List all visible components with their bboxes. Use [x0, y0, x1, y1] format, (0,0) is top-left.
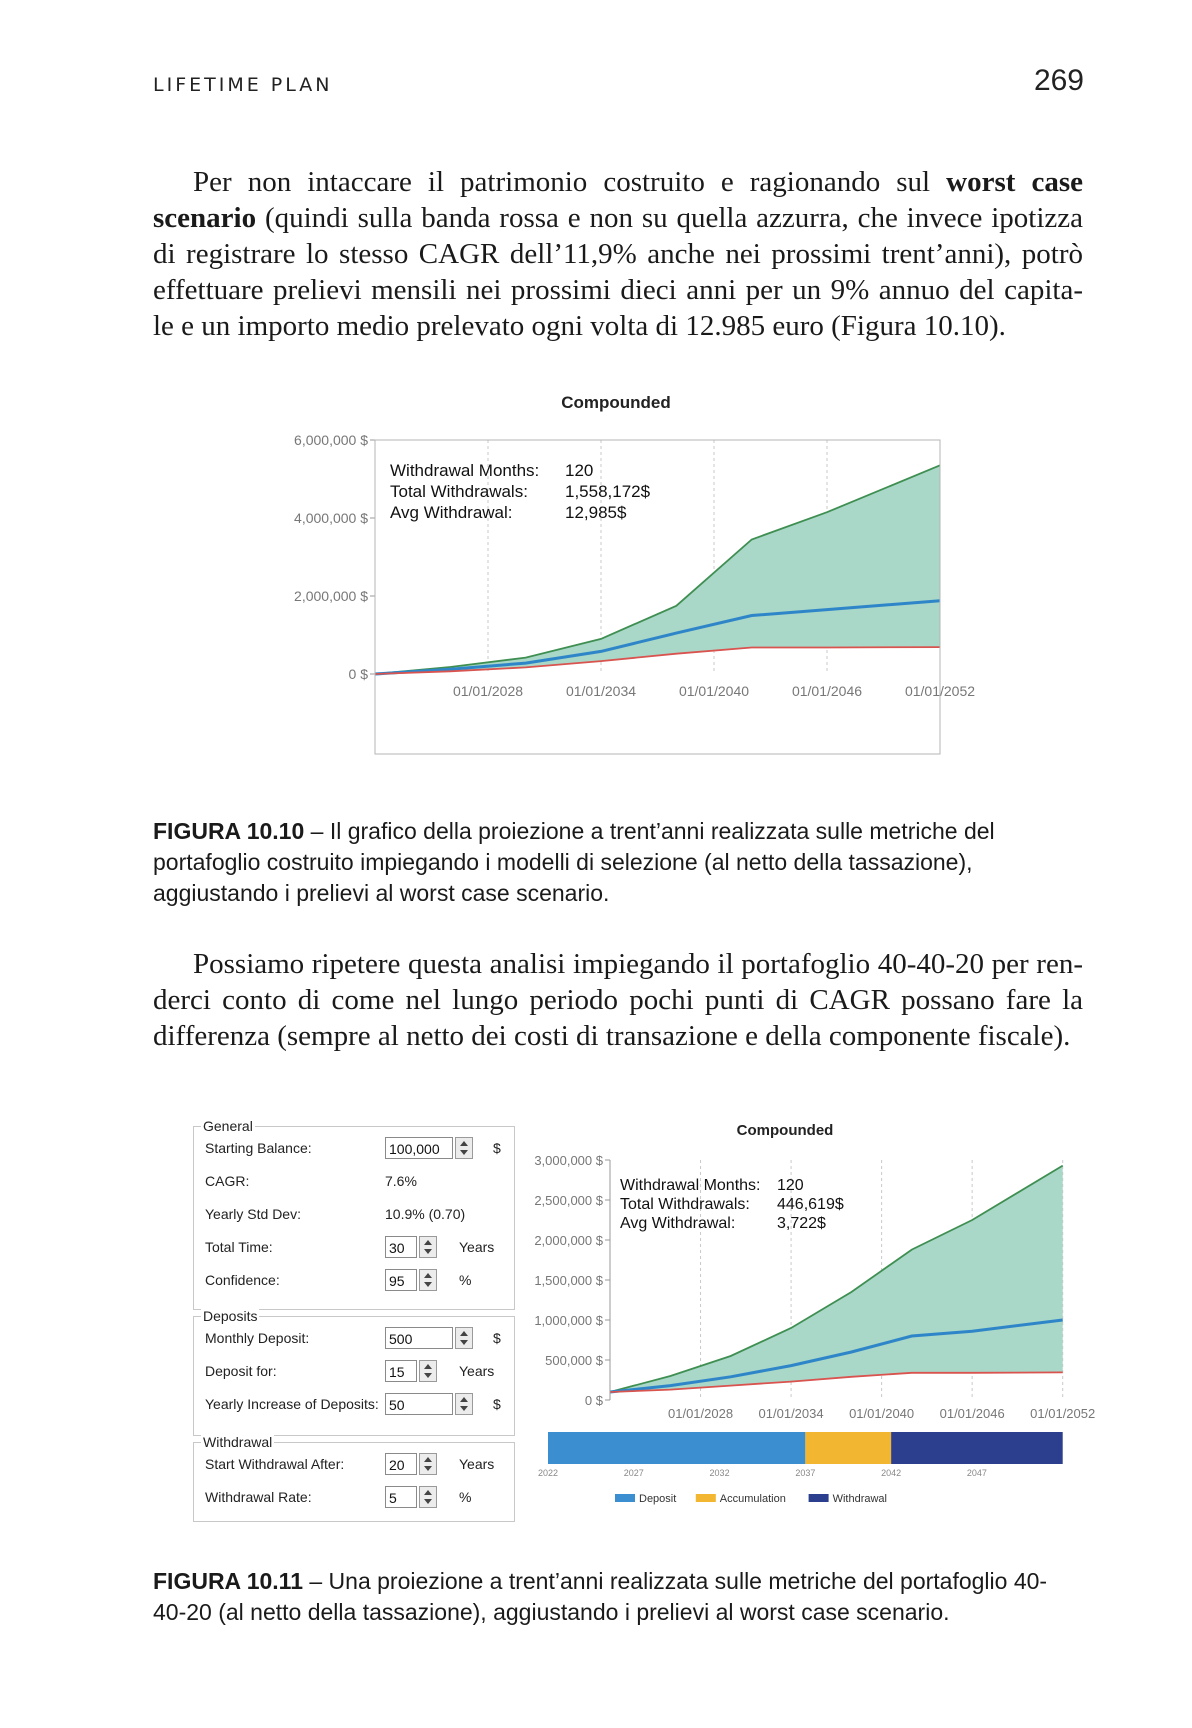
- chart2-annot-label-3: Avg Withdrawal:: [620, 1215, 736, 1232]
- chart1-annotation: [390, 461, 651, 522]
- c2-y-tick-label: 1,000,000 $: [534, 1313, 603, 1328]
- paragraph-2: [153, 946, 1083, 1054]
- chart1-annot-value-3: 12,985$: [565, 503, 627, 522]
- withdrawal-rate-unit: %: [459, 1489, 472, 1505]
- paragraph-1-line-2: scenario (quindi sulla banda rossa e non su quella azzurra, che invece ipotizza: [153, 202, 1083, 234]
- chart2-annot-label-1: Withdrawal Months:: [620, 1177, 761, 1194]
- withdrawal-rate-input[interactable]: 5: [385, 1486, 417, 1508]
- chart1-annot-label-1: Withdrawal Months:: [390, 461, 540, 480]
- monthly-deposit-spinner[interactable]: [455, 1327, 473, 1349]
- withdrawal-group: [193, 1442, 515, 1522]
- chart2-annot-value-1: 120: [777, 1177, 804, 1194]
- yearly-increase-unit: $: [493, 1396, 501, 1412]
- withdrawal-rate-label: Withdrawal Rate:: [205, 1489, 312, 1505]
- start-withdrawal-after-spinner[interactable]: [419, 1453, 437, 1475]
- figure-10-11-text: – Una proiezione a trent’anni realizzata sulle metriche del portafoglio 40-40-20 (al netto della tassazione), aggiustando i prelievi al worst case scenario.: [153, 1568, 1048, 1625]
- figure-10-11-label: FIGURA 10.11: [153, 1568, 303, 1594]
- timeline-segment-withdrawal: [891, 1432, 1063, 1464]
- chart1-annot-value-1: 120: [565, 461, 594, 480]
- legend-swatch-withdrawal: [809, 1494, 829, 1502]
- starting-balance-unit: $: [493, 1140, 501, 1156]
- c1-y-tick-label: 6,000,000 $: [294, 432, 368, 448]
- deposit-for-input[interactable]: 15: [385, 1360, 417, 1382]
- yearly-increase-input[interactable]: 50: [385, 1393, 453, 1415]
- yearly-increase-spinner[interactable]: [455, 1393, 473, 1415]
- c1-y-tick-label: 2,000,000 $: [294, 588, 368, 604]
- c2-x-tick-label: 01/01/2040: [849, 1406, 915, 1421]
- withdrawal-group-title: Withdrawal: [203, 1434, 273, 1450]
- figure-10-10-label: FIGURA 10.10: [153, 818, 305, 844]
- timeline-tick-label: 2022: [537, 1468, 559, 1478]
- paragraph-1-line-1: Per non intaccare il patrimonio costruito e ragionando sul worst case: [193, 166, 1083, 198]
- start-withdrawal-after-unit: Years: [459, 1456, 495, 1472]
- total-time-label: Total Time:: [205, 1239, 273, 1255]
- timeline-segment-deposit: [548, 1432, 805, 1464]
- starting-balance-spinner[interactable]: [455, 1137, 473, 1159]
- start-withdrawal-after-input[interactable]: 20: [385, 1453, 417, 1475]
- monthly-deposit-label: Monthly Deposit:: [205, 1330, 310, 1346]
- chart1-annot-label-2: Total Withdrawals:: [390, 482, 528, 501]
- confidence-input[interactable]: 95: [385, 1269, 417, 1291]
- c2-x-tick-label: 01/01/2052: [1030, 1406, 1096, 1421]
- c1-x-tick-label: 01/01/2052: [904, 683, 976, 699]
- page-number: 269: [1033, 64, 1084, 97]
- confidence-unit: %: [459, 1272, 472, 1288]
- c1-x-tick-label: 01/01/2028: [452, 683, 524, 699]
- withdrawal-rate-spinner[interactable]: [419, 1486, 437, 1508]
- c2-y-tick-label: 2,500,000 $: [534, 1193, 603, 1208]
- projection-settings-panel: [193, 1116, 515, 1522]
- deposits-group-title: Deposits: [203, 1308, 258, 1324]
- paragraph-1: [153, 164, 1083, 344]
- chart2-annot-label-2: Total Withdrawals:: [620, 1196, 750, 1213]
- chart1-annot-value-2: 1,558,172$: [565, 482, 651, 501]
- cagr-label: CAGR:: [205, 1173, 250, 1189]
- figure-10-11-caption: [153, 1566, 1073, 1628]
- c1-x-tick-label: 01/01/2046: [791, 683, 863, 699]
- figure-10-10-text: – Il grafico della proiezione a trent’anni realizzata sulle metriche del portafoglio costruito impiegando i modelli di selezione (al netto della tassazione), aggiustando i prelievi al worst case scenario.: [153, 818, 995, 906]
- paragraph-2-line-3: differenza (sempre al netto dei costi di transazione e della componente fiscale).: [153, 1020, 1071, 1052]
- bold-phrase-2: scenario: [153, 202, 257, 234]
- monthly-deposit-unit: $: [493, 1330, 501, 1346]
- legend-label-deposit: Deposit: [639, 1493, 677, 1505]
- monthly-deposit-input[interactable]: 500: [385, 1327, 453, 1349]
- figure-10-10-chart: [260, 380, 980, 780]
- timeline-segment-accumulation: [805, 1432, 891, 1464]
- c1-x-tick-label: 01/01/2034: [565, 683, 637, 699]
- c2-y-tick-label: 1,500,000 $: [534, 1273, 603, 1288]
- confidence-label: Confidence:: [205, 1272, 280, 1288]
- c2-x-tick-label: 01/01/2046: [939, 1406, 1005, 1421]
- chart2-annotation: [620, 1177, 844, 1232]
- c2-x-tick-label: 01/01/2034: [758, 1406, 824, 1421]
- legend-label-accumulation: Accumulation: [719, 1493, 786, 1505]
- chart1-title: Compounded: [561, 393, 671, 412]
- paragraph-2-line-2: derci conto di come nel lungo periodo pochi punti di CAGR possano fare la: [153, 984, 1083, 1016]
- deposit-for-spinner[interactable]: [419, 1360, 437, 1382]
- chart2-annot-value-2: 446,619$: [777, 1196, 844, 1213]
- paragraph-1-line-5: le e un importo medio prelevato ogni volta di 12.985 euro (Figura 10.10).: [153, 310, 1006, 342]
- chart2-annot-value-3: 3,722$: [777, 1215, 826, 1232]
- total-time-input[interactable]: 30: [385, 1236, 417, 1258]
- timeline-tick-label: 2042: [881, 1468, 902, 1478]
- c2-y-tick-label: 2,000,000 $: [534, 1233, 603, 1248]
- c2-y-tick-label: 0 $: [584, 1393, 603, 1408]
- figure-10-11-chart: [520, 1110, 1096, 1520]
- total-time-unit: Years: [459, 1239, 495, 1255]
- general-group-title: General: [203, 1118, 253, 1134]
- legend-label-withdrawal: Withdrawal: [832, 1493, 888, 1505]
- total-time-spinner[interactable]: [419, 1236, 437, 1258]
- bold-phrase-1: worst case: [946, 166, 1083, 198]
- starting-balance-input[interactable]: 100,000: [385, 1137, 453, 1159]
- timeline-tick-label: 2037: [795, 1468, 816, 1478]
- c1-y-tick-label: 0 $: [348, 666, 368, 682]
- paragraph-1-line-4: effettuare prelievi mensili nei prossimi dieci anni per un 9% annuo del capita-: [153, 274, 1083, 306]
- chart1-annot-label-3: Avg Withdrawal:: [390, 503, 513, 522]
- c1-y-tick-label: 4,000,000 $: [294, 510, 368, 526]
- chart2-title: Compounded: [736, 1122, 834, 1139]
- running-title: LIFETIME PLAN: [153, 74, 333, 96]
- deposit-for-unit: Years: [459, 1363, 495, 1379]
- timeline-tick-label: 2032: [709, 1468, 730, 1478]
- c2-x-tick-label: 01/01/2028: [668, 1406, 734, 1421]
- c2-y-tick-label: 3,000,000 $: [534, 1153, 603, 1168]
- legend-swatch-accumulation: [696, 1494, 716, 1502]
- start-withdrawal-after-label: Start Withdrawal After:: [205, 1456, 345, 1472]
- c2-y-tick-label: 500,000 $: [545, 1353, 603, 1368]
- confidence-spinner[interactable]: [419, 1269, 437, 1291]
- yearly-increase-label: Yearly Increase of Deposits:: [205, 1396, 379, 1412]
- deposit-for-label: Deposit for:: [205, 1363, 277, 1379]
- starting-balance-label: Starting Balance:: [205, 1140, 312, 1156]
- legend-swatch-deposit: [615, 1494, 635, 1502]
- timeline-tick-label: 2047: [966, 1468, 987, 1478]
- c1-x-tick-label: 01/01/2040: [678, 683, 750, 699]
- figure-10-10-caption: [153, 816, 1073, 909]
- yearly-std-dev-value: 10.9% (0.70): [385, 1206, 466, 1222]
- yearly-std-dev-label: Yearly Std Dev:: [205, 1206, 301, 1222]
- cagr-value: 7.6%: [385, 1173, 417, 1189]
- timeline-tick-label: 2027: [623, 1468, 644, 1478]
- paragraph-1-line-3: di registrare lo stesso CAGR dell’11,9% anche nei prossimi trent’anni), potrò: [153, 238, 1083, 270]
- paragraph-2-line-1: Possiamo ripetere questa analisi impiegando il portafoglio 40-40-20 per ren-: [193, 948, 1083, 980]
